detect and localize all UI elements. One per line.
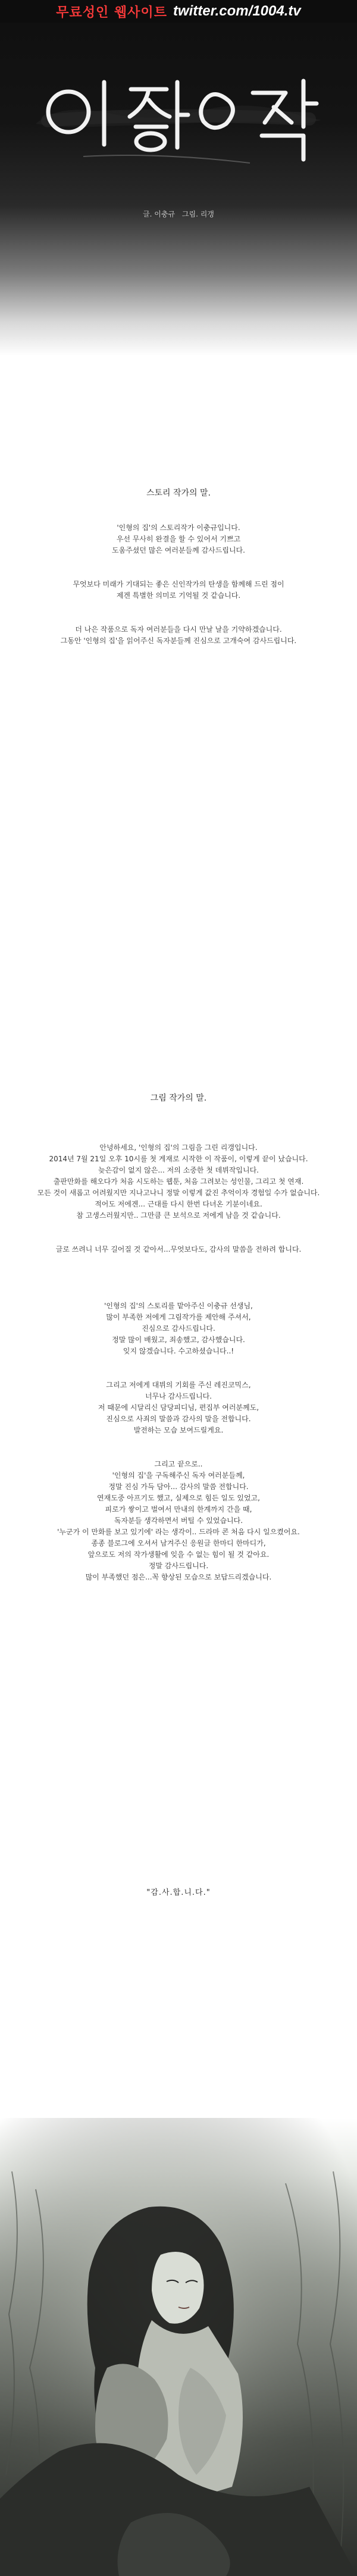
message-line: 늦은감이 없지 않은... 저의 소중한 첫 데뷔작입니다. (98, 1166, 259, 1174)
writer-credit: 글. 이충규 (143, 210, 176, 218)
message-line: 우선 무사히 완결을 할 수 있어서 기쁘고 (116, 535, 241, 543)
message-line: 제겐 특별한 의미로 기억될 것 같습니다. (116, 591, 241, 600)
message-line: 많이 부족한 저에게 그림작가를 제안해 주셔서, (106, 1313, 251, 1321)
banner-korean-text: 무료성인 웹사이트 (56, 5, 167, 20)
message-line: 그동안 '인형의 집'을 읽어주신 독자분들께 진심으로 고개숙여 감사드립니다. (60, 637, 297, 645)
message-line: 정말 감사드립니다. (148, 1562, 209, 1570)
message-line: 연재도중 아프기도 했고, 실제으로 힘든 일도 있었고, (97, 1494, 260, 1502)
message-line: 진심으로 감사드립니다. (142, 1324, 215, 1333)
message-line: '누군가 이 만화를 보고 있기에' 라는 생각이.. 드라마 콘 처음 다시 일으켰어요. (57, 1528, 300, 1536)
message-line: 독자분들 생각하면서 버틸 수 있었습니다. (114, 1516, 243, 1525)
message-line: '인형의 집'을 구독해주신 독자 여러분들께, (112, 1471, 245, 1480)
message-line: '인형의 집'의 스토리작가 이충규입니다. (117, 524, 240, 532)
message-line: 도움주셨던 많은 여러분들께 감사드립니다. (112, 546, 245, 554)
message-line: 발전하는 모습 보여드릴게요. (133, 1426, 224, 1434)
message-line: 적어도 저에겐... 근대를 다시 한번 다녀온 기분이네요. (95, 1200, 262, 1208)
banner-url[interactable]: twitter.com/1004.tv (173, 3, 301, 19)
artist-credit: 그림. 리갱 (181, 210, 214, 218)
artist-message (0, 1142, 357, 1583)
closing-thanks: "감.사.합.니.다." (146, 1888, 211, 1897)
artist-heading: 그림 작가의 말. (150, 1093, 207, 1103)
message-line: '인형의 집'의 스토리를 맡아주신 이충규 선생님, (104, 1302, 253, 1310)
message-line: 글로 쓰려니 너무 길어질 것 같아서...무엇보다도, 감사의 말씀을 전하려 합니다. (55, 1245, 302, 1253)
message-line: 그리고 저에게 대뷔의 기회를 주신 레진코믹스, (106, 1381, 251, 1389)
message-line: 너무나 감사드립니다. (145, 1392, 212, 1400)
message-line: 앞으로도 저의 작가생활에 잊을 수 없는 힘이 될 것 같아요. (87, 1550, 270, 1559)
story-writer-heading: 스토리 작가의 말. (146, 488, 211, 498)
message-line: 더 나은 작품으로 독자 여러분들을 다시 만날 날을 기약하겠습니다. (75, 625, 282, 634)
message-line: 진심으로 사죄의 말씀과 감사의 말을 전합니다. (106, 1415, 251, 1423)
watermark-banner[interactable] (0, 0, 357, 23)
message-line: 저 때문에 시달리신 담당피디님, 편집부 여러분께도, (98, 1403, 259, 1412)
message-line: 정말 많이 배웠고, 죄송했고, 감사했습니다. (112, 1336, 245, 1344)
message-line: 참 고생스러웠지만.. 그만큼 큰 보석으로 저에게 남을 것 같습니다. (76, 1211, 281, 1220)
message-line: 종종 블로그에 오셔서 남겨주신 응원글 한마디 한마디가, (91, 1539, 266, 1547)
message-line: 무엇보다 미래가 기대되는 좋은 신인작가의 탄생을 함께해 드린 점이 (73, 580, 284, 588)
title-logo (24, 46, 333, 183)
credits (0, 209, 357, 219)
story-writer-message (0, 522, 357, 647)
ending-illustration (0, 2118, 357, 2576)
message-line: 많이 부족했던 점은...꼭 향상된 모습으로 보답드리겠습니다. (85, 1573, 272, 1581)
message-line: 그리고 끝으로.. (154, 1460, 203, 1468)
message-line: 출판만화를 해오다가 처음 시도하는 웹툰, 처음 그려보는 성인물, 그리고 첫 연재. (53, 1177, 304, 1186)
message-line: 정말 진심 가득 담아... 감사의 말씀 전합니다. (108, 1483, 249, 1491)
message-line: 피로가 쌓이고 벌여서 만내의 한계까지 간을 때, (105, 1505, 252, 1513)
title-panel (0, 23, 357, 356)
message-line: 안녕하세요, '인형의 집'의 그림을 그린 리갱입니다. (99, 1143, 258, 1152)
message-line: 2014년 7월 21일 오후 10시를 첫 게재로 시작한 이 작품이, 이렇게 끝이 났습니다. (49, 1155, 308, 1163)
message-line: 잊지 않겠습니다. 수고하셨습니다..! (123, 1347, 234, 1355)
message-line: 모든 것이 새롭고 어려웠지만 지나고나니 정말 이렇게 값진 추억이자 경험일 수가 없습니다. (37, 1189, 320, 1197)
